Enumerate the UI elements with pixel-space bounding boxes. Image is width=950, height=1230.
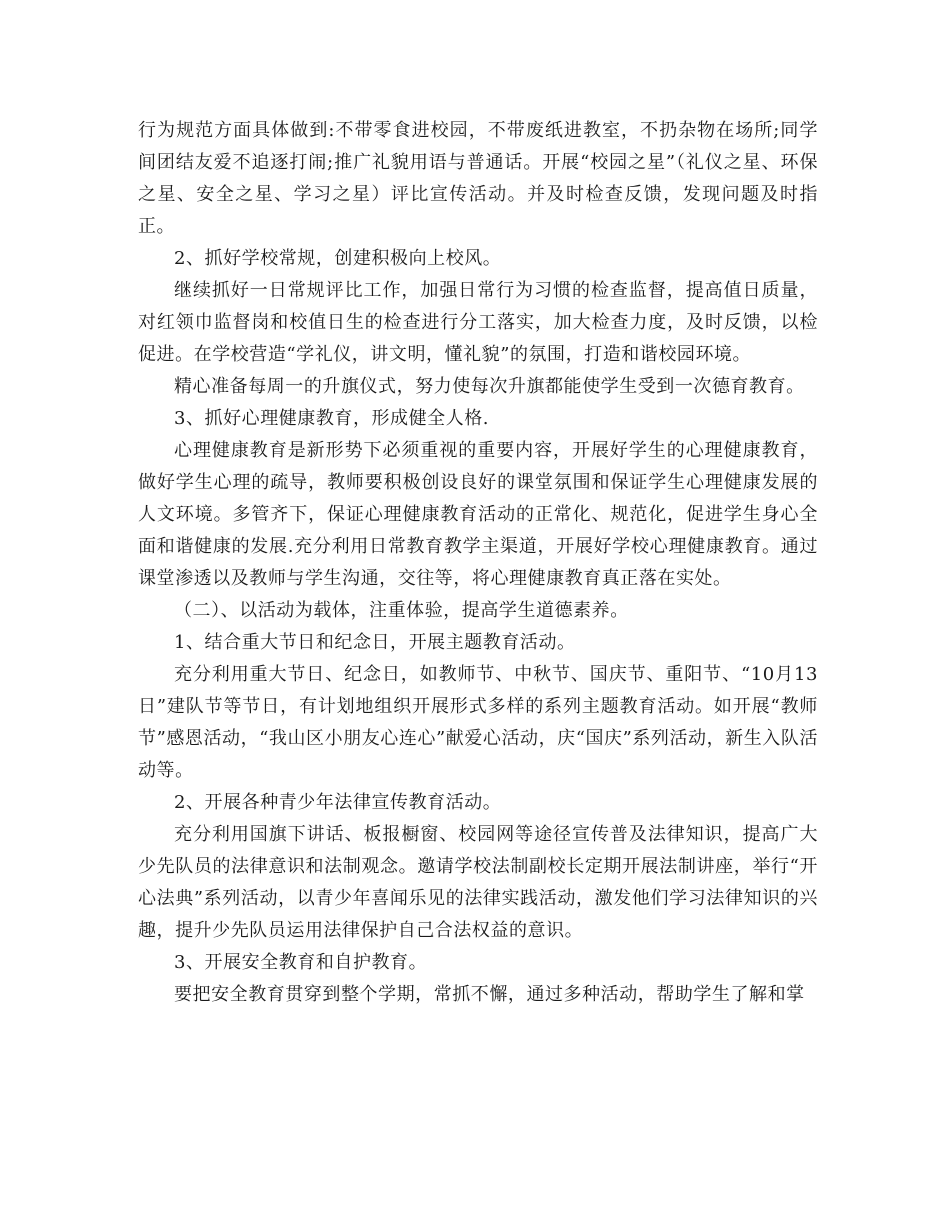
section-heading: 2、开展各种青少年法律宣传教育活动。 xyxy=(174,792,502,813)
section-heading: 2、抓好学校常规，创建积极向上校风。 xyxy=(174,248,502,269)
section-heading: 3、开展安全教育和自护教育。 xyxy=(174,952,428,973)
paragraph: 精心准备每周一的升旗仪式，努力使每次升旗都能使学生受到一次德育教育。 xyxy=(174,376,805,397)
section-heading: 1、结合重大节日和纪念日，开展主题教育活动。 xyxy=(174,632,576,653)
paragraph: 继续抓好一日常规评比工作，加强日常行为习惯的检查监督，提高值日质量，对红领巾监督岗和校值日生的检查进行分工落实，加大检查力度，及时反馈，以检促进。在学校营造“学礼仪，讲文明，懂礼貌”的氛围，打造和谐校园环境。 xyxy=(138,280,818,365)
paragraph: 心理健康教育是新形势下必须重视的重要内容，开展好学生的心理健康教育，做好学生心理的疏导，教师要积极创设良好的课堂氛围和保证学生心理健康发展的人文环境。多管齐下，保证心理健康教育活动的正常化、规范化，促进学生身心全面和谐健康的发展.充分利用日常教育教学主渠道，开展好学校心理健康教育。通过课堂渗透以及教师与学生沟通，交往等，将心理健康教育真正落在实处。 xyxy=(138,440,818,589)
document-body xyxy=(138,115,818,1011)
paragraph: 充分利用国旗下讲话、板报橱窗、校园网等途径宣传普及法律知识，提高广大少先队员的法律意识和法制观念。邀请学校法制副校长定期开展法制讲座，举行“开心法典”系列活动，以青少年喜闻乐见的法律实践活动，激发他们学习法律知识的兴趣，提升少先队员运用法律保护自己合法权益的意识。 xyxy=(138,824,818,941)
section-heading: 3、抓好心理健康教育，形成健全人格. xyxy=(174,408,490,429)
paragraph: 充分利用重大节日、纪念日，如教师节、中秋节、国庆节、重阳节、“10月13日”建队节等节日，有计划地组织开展形式多样的系列主题教育活动。如开展“教师节”感恩活动，“我山区小朋友心连心”献爱心活动，庆“国庆”系列活动，新生入队活动等。 xyxy=(138,664,818,781)
paragraph: 行为规范方面具体做到:不带零食进校园，不带废纸进教室，不扔杂物在场所;同学间团结友爱不追逐打闹;推广礼貌用语与普通话。开展“校园之星”（礼仪之星、环保之星、安全之星、学习之星）评比宣传活动。并及时检查反馈，发现问题及时指正。 xyxy=(138,120,818,237)
chapter-heading: （二）、以活动为载体，注重体验，提高学生道德素养。 xyxy=(174,600,629,621)
paragraph: 要把安全教育贯穿到整个学期，常抓不懈，通过多种活动，帮助学生了解和掌 xyxy=(174,984,805,1005)
